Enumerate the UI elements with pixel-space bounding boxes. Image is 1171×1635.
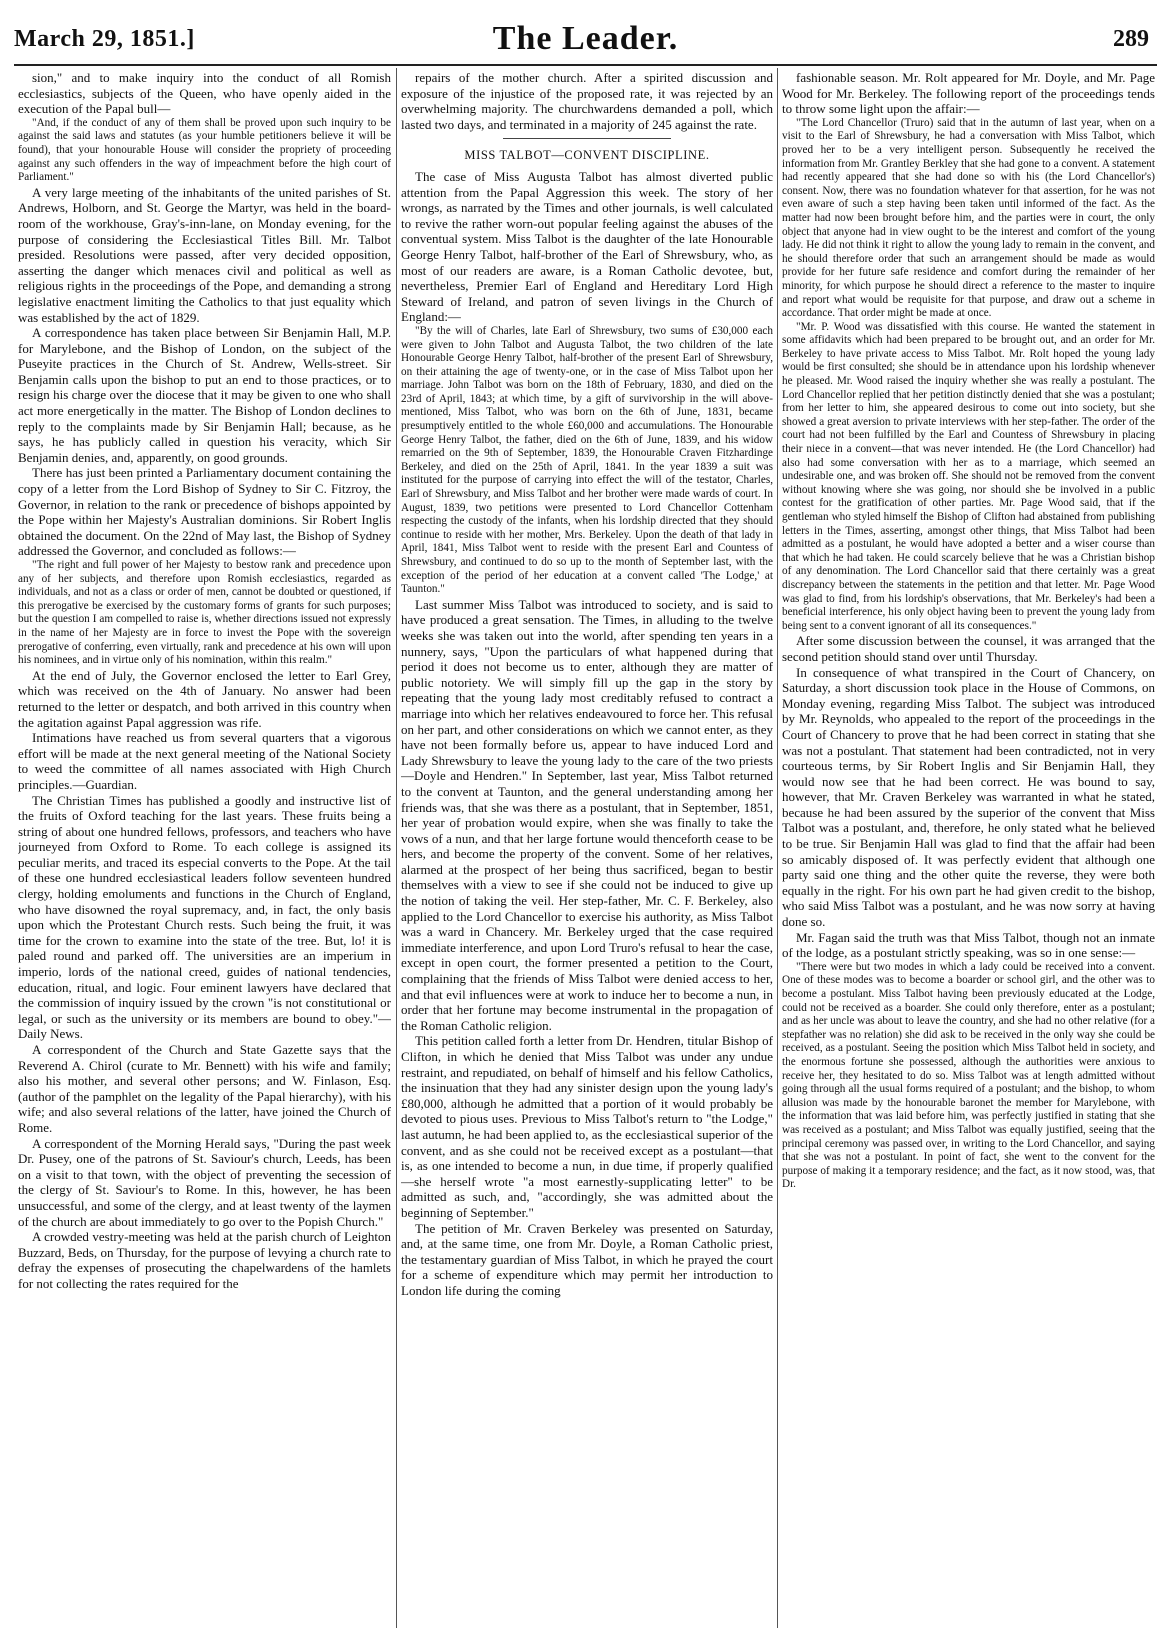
article-heading: MISS TALBOT—CONVENT DISCIPLINE.: [464, 148, 710, 163]
article-paragraph: The Christian Times has published a goodly and instructive list of the fruits of Oxford teaching for the last years. These fruits being a string of about one hundred fellows, professors, and teachers who have journeyed from Oxford to Rome. To each college is assigned its peculiar merits, and traced its especial converts to the Pope. At the tail of these one hundred ecclesiastical leaders follow seventeen hundred clergy, holding emoluments and functions in the Church of England, who have disowned the royal supremacy, and, in fact, the only basis upon which the Protestant Church rests. Such being the fruit, it was time for the crown to examine into the state of the tree. But, lo! it is paled round and parked off. The universities are an imperium in imperio, lords of the national creed, guides of national tendencies, education, ritual, and logic. Four eminent lawyers have declared that the commission of inquiry issued by the crown "is not constitutional or legal, or such as the university or its members are bound to obey."—Daily News.: [18, 792, 391, 1042]
page-header: [14, 20, 1157, 64]
quoted-paragraph: "By the will of Charles, late Earl of Shrewsbury, two sums of £30,000 each were given to John Talbot and Augusta Talbot, the two children of the late Honourable George Henry Talbot, half-brother of the present Earl of Shrewsbury, on their attaining the age of twenty-one, or in the case of Miss Talbot upon her marriage. John Talbot was born on the 18th of February, 1830, and died on the 23rd of April, 1843; at which time, by a gift of survivorship in the will above-mentioned, Miss Talbot, who was born on the 6th of June, 1831, became presumptively entitled to the whole £60,000 and accumulations. The Honourable George Henry Talbot, the father, died on the 6th of June, 1839, and his widow remarried on the 9th of September, 1839, the Honourable Craven Fitzhardinge Berkeley, and died on the 25th of April, 1841. In the year 1839 a suit was instituted for the purpose of carrying into effect the will of the testator, Charles, Earl of Shrewsbury, and Miss Talbot and her brother were made wards of court. In August, 1839, two petitions were presented to Lord Chancellor Cottenham respecting the custody of the infants, when his lordship directed that they should continue to reside with her mother, Mrs. Berkeley. Upon the death of that lady in April, 1841, Miss Talbot went to reside with the present Earl and Countess of Shrewsbury, and continued to do so up to the month of September last, with the exception of the period of her education at a convent called 'The Lodge,' at Taunton.": [401, 324, 773, 596]
article-paragraph: A crowded vestry-meeting was held at the parish church of Leighton Buzzard, Beds, on Thursday, for the purpose of levying a church rate to defray the expenses of prosecuting the chapelwardens of the hamlets for not collecting the rates required for the: [18, 1229, 391, 1291]
newspaper-title: The Leader.: [492, 20, 679, 57]
column-divider: [396, 68, 397, 1628]
article-paragraph: fashionable season. Mr. Rolt appeared for Mr. Doyle, and Mr. Page Wood for Mr. Berkeley. The following report of the proceedings tends to throw some light upon the affair:—: [782, 70, 1155, 117]
page-number: 289: [1113, 26, 1149, 52]
header-rule: [14, 64, 1157, 66]
article-paragraph: The petition of Mr. Craven Berkeley was presented on Saturday, and, at the same time, one from Mr. Doyle, a Roman Catholic priest, the testamentary guardian of Miss Talbot, in which he prayed the court for a scheme of expenditure which may permit her introduction to London life during the coming: [401, 1220, 773, 1298]
article-paragraph: At the end of July, the Governor enclosed the letter to Earl Grey, which was received on the 4th of January. No answer had been returned to the letter or despatch, and both arrived in this country when the agitation against Papal aggression was rife.: [18, 667, 391, 730]
column-2: [401, 70, 773, 1625]
article-paragraph: This petition called forth a letter from Dr. Hendren, titular Bishop of Clifton, in which he denied that Miss Talbot was under any undue restraint, and repudiated, on behalf of himself and his fellow Catholics, the insinuation that they had any sinister design upon the young lady's £80,000, although he admitted that a portion of it would probably be devoted to pious uses. Previous to Miss Talbot's return to "the Lodge," last autumn, he had been applied to, as the ecclesiastical superior of the convent, and as she could not be received except as a postulant—that is, as one intended to become a nun, in due time, if properly qualified—she herself wrote "a most earnestly-supplicating letter" to be admitted as such, and, "accordingly, she was admitted about the beginning of September.": [401, 1033, 773, 1220]
quoted-paragraph: "Mr. P. Wood was dissatisfied with this course. He wanted the statement in some affidavits which had been prepared to be brought out, and an order for Mr. Berkeley to have private access to Miss Talbot. Mr. Rolt hoped the young lady would be first consulted; she should be in attendance upon his lordship whenever he pleased. Mr. Wood raised the inquiry whether she was really a postulant. The Lord Chancellor replied that her petition distinctly denied that she was a postulant; from her letter to him, she appeared desirous to come out into society, but she showed a great aversion to private interviews with her step-father. The order of the court had not been fulfilled by the Earl and Countess of Shrewsbury in placing their niece in a convent—that was never intended. He (the Lord Chancellor) had also had some conversation with her as to a marriage, which seemed an undesirable one, and was broken off. She should not be removed from the convent without knowing where she was going, nor should she be involved in a public contest for the gratification of other parties. Mr. Page Wood said, that if the gentleman who styled himself the Bishop of Clifton had abstained from publishing letters in the Times, asserting, amongst other things, that Miss Talbot had been admitted as a postulant, he would have adopted a better and a wiser course than that which he had taken. He could scarcely believe that he was a Christian bishop of any denomination. The Lord Chancellor said that there certainly was a great discrepancy between the statements in the petition and that letter. Mr. Page Wood was glad to find, from his lordship's observations, that Mr. Berkeley's had been a beneficial interference, his only object having been to prevent the young lady from being sent to a convent ignorant of all its consequences.": [782, 320, 1155, 632]
article-paragraph: repairs of the mother church. After a spirited discussion and exposure of the injustice of the proposed rate, it was rejected by an overwhelming majority. The churchwardens demanded a poll, which lasted two days, and terminated in a majority of 245 against the rate.: [401, 70, 773, 132]
issue-date: March 29, 1851.]: [14, 26, 195, 52]
article-paragraph: Intimations have reached us from several quarters that a vigorous effort will be made at the next general meeting of the National Society to weed the committee of all names associated with High Church principles.—Guardian.: [18, 730, 391, 792]
article-paragraph: Last summer Miss Talbot was introduced to society, and is said to have produced a great sensation. The Times, in alluding to the twelve weeks she was taken out into the world, after spending ten years in a nunnery, says, "Upon the particulars of what happened during that period it does not become us to enter, although they are matter of public notoriety. We will simply fill up the gap in the story by repeating that the young lady most creditably refused to contract a marriage into which her relatives endeavoured to force her. This refusal on her part, and other considerations on which we cannot enter, as they have not been formally before us, appear to have induced Lord and Lady Shrewsbury to leave the young lady to the care of the two priests—Doyle and Hendren." In September, last year, Miss Talbot returned to the convent at Taunton, and the general understanding among her friends was, that she was there as a postulant, that in September, 1851, her year of probation would expire, when she was finally to take the vows of a nun, and that her large fortune would thenceforth cease to be hers, and become the property of the convent. Some of her relatives, alarmed at the prospect of her being thus sacrificed, began to bestir themselves with a view to see if she could not be induced to give up the notion of taking the veil. Her step-father, Mr. C. F. Berkeley, also applied to the Lord Chancellor to exercise his authority, as Miss Talbot was a ward in Chancery. Mr. Berkeley urged that the case required immediate interference, and upon Lord Truro's refusal to hear the case, except in open court, the former presented a petition to the Court, complaining that the friends of Miss Talbot were denied access to her, and that evil influences were at work to induce her to become a nun, in order that her fortune may become instrumental in the propagation of the Roman Catholic religion.: [401, 596, 773, 1033]
section-separator: [503, 138, 670, 139]
article-paragraph: sion," and to make inquiry into the conduct of all Romish ecclesiastics, subjects of the Queen, who have openly aided in the execution of the Papal bull—: [18, 70, 391, 117]
article-paragraph: Mr. Fagan said the truth was that Miss Talbot, though not an inmate of the lodge, as a postulant strictly speaking, was so in one sense:—: [782, 929, 1155, 961]
column-1: [18, 70, 391, 1625]
article-paragraph: The case of Miss Augusta Talbot has almost diverted public attention from the Papal Aggression this week. The story of her wrongs, as narrated by the Times and other journals, is well calculated to revive the rather worn-out popular feeling against the abuses of the conventual system. Miss Talbot is the daughter of the late Honourable George Henry Talbot, half-brother of the Earl of Shrewsbury, who, as most of our readers are aware, is a Roman Catholic devotee, but, nevertheless, Premier Earl of England and Hereditary Lord High Steward of Ireland, and patron of seven livings in the Church of England:—: [401, 168, 773, 325]
quoted-paragraph: "And, if the conduct of any of them shall be proved upon such inquiry to be against the said laws and statutes (as your humble petitioners believe it will be found), that your honourable House will consider the propriety of proceeding against any such offenders in the way of impeachment before the high court of Parliament.": [18, 116, 391, 184]
column-3: [782, 70, 1155, 1625]
quoted-paragraph: "The right and full power of her Majesty to bestow rank and precedence upon any of her subjects, and therefore upon Romish ecclesiastics, regarded as individuals, and not as a class or order of men, cannot be doubted or questioned, if this prerogative be exercised by the customary forms of grants for such purposes; but the question I am compelled to raise is, whether directions issued not expressly in the name of her Majesty are in force to invest the Pope with the sovereign prerogative of conferring, even virtually, rank and precedence at his own will upon his nominees, and in virtue only of his nomination, within this realm.": [18, 559, 391, 667]
quoted-paragraph: "The Lord Chancellor (Truro) said that in the autumn of last year, when on a visit to the Earl of Shrewsbury, he had a conversation with Miss Talbot, which proved her to be a very intelligent person. Subsequently he received the information from Mr. Grantley Berkley that she had gone to a convent. A statement had recently appeared that she had done so with his (the Lord Chancellor's) consent. Now, there was no foundation whatever for that assertion, for he was not even aware of such a step having been taken until informed of the fact. As the matter had now been brought before him, and the parties were in court, the only object that anyone had in view ought to be the interest and comfort of the young lady. He did not think it right to allow the young lady to remain in the convent, and he should therefore order that such an arrangement should be made as would provide for her future safe residence and comfort during the remainder of her minority, for which purpose he should direct a reference to the master to inquire and report what would be requisite for that purpose, and draw out a scheme in accordance. That order might be made at once.: [782, 116, 1155, 320]
quoted-paragraph: "There were but two modes in which a lady could be received into a convent. One of these modes was to become a boarder or school girl, and the other was to become a postulant. Miss Talbot having been previously educated at the Lodge, could not be received as a boarder. She could only therefore, enter as a postulant; and as her uncle was about to leave the country, and she had no other relative (for a stepfather was no relation) she did ask to be received in the only way she could be received, as a postulant. Seeing the position which Miss Talbot held in society, and the enormous fortune she possessed, although the authorities were anxious to receive her, they hesitated to do so. Miss Talbot was at length admitted without going through all the usual forms required of a postulant; and the bishop, to whom allusion was made by the honourable baronet the member for Marylebone, with the information that was laid before him, was perfectly justified in stating that she was received as a postulant; and Miss Talbot was equally justified, seeing that the principal ceremony was passed over, in writing to the Lord Chancellor, and saying that she was not a postulant. In point of fact, she went to the convent for the purpose of making it a temporary residence; and the fact, as it now stood, was, that Dr.: [782, 960, 1155, 1191]
article-paragraph: A correspondent of the Church and State Gazette says that the Reverend A. Chirol (curate to Mr. Bennett) with his wife and family; also his mother, and several other persons; and W. Finlason, Esq. (author of the pamphlet on the legality of the Papal hierarchy), with his wife; and also several relations of the latter, have joined the Church of Rome.: [18, 1042, 391, 1135]
article-paragraph: There has just been printed a Parliamentary document containing the copy of a letter from the Lord Bishop of Sydney to Sir C. Fitzroy, the Governor, in relation to the rank or precedence of bishops appointed by the Pope within her Majesty's Australian dominions. Sir Robert Inglis obtained the document. On the 22nd of May last, the Bishop of Sydney addressed the Governor, and concluded as follows:—: [18, 465, 391, 559]
column-divider: [777, 68, 778, 1628]
article-paragraph: A correspondent of the Morning Herald says, "During the past week Dr. Pusey, one of the patrons of St. Saviour's church, Leeds, has been on a visit to that town, with the object of preventing the secession of the clergy of St. Saviour's to Rome. In this, however, he has been unsuccessful, and some of the clergy, and at least twenty of the laymen of the church are about immediately to go over to the Popish Church.": [18, 1135, 391, 1229]
article-paragraph: A correspondence has taken place between Sir Benjamin Hall, M.P. for Marylebone, and the Bishop of London, on the subject of the Puseyite practices in the Church of St. Andrew, Wells-street. Sir Benjamin calls upon the bishop to put an end to those practices, or to resign his charge over the diocese that it may be given to one who shall act more energetically in the matter. The Bishop of London declines to reply to the complaints made by Sir Benjamin Hall; because, as he says, he has publicly called in question his veracity, which Sir Benjamin denies, and, apparently, on good grounds.: [18, 325, 391, 465]
article-paragraph: In consequence of what transpired in the Court of Chancery, on Saturday, a short discussion took place in the House of Commons, on Monday evening, regarding Miss Talbot. The subject was introduced by Mr. Reynolds, who appealed to the report of the proceedings in the Court of Chancery to prove that he had been correct in stating that she was not a postulant. That statement had been contradicted, not in very courteous terms, by Sir Robert Inglis and Sir Benjamin Hall, they would now see that he had been correct. He was bound to say, however, that Mr. Craven Berkeley was warranted in what he stated, because he had been assured by the superior of the convent that Miss Talbot was a postulant, and, therefore, he only stated what he believed to be true. Sir Benjamin Hall was glad to find that the affair had been so amicably disposed of. It was perfectly evident that although one party said one thing and the other quite the reverse, they were both equally in the right. For his own part he had given credit to the bishop, who said Miss Talbot was a postulant, and he was now sorry at having done so.: [782, 664, 1155, 930]
article-paragraph: After some discussion between the counsel, it was arranged that the second petition should stand over until Thursday.: [782, 633, 1155, 664]
article-paragraph: A very large meeting of the inhabitants of the united parishes of St. Andrews, Holborn, and St. George the Martyr, was held in the board-room of the workhouse, Gray's-inn-lane, on Monday evening, for the purpose of considering the Ecclesiastical Titles Bill. Mr. Talbot presided. Resolutions were passed, after very decided opposition, asserting the danger which menaces civil and political as well as religious rights in the proceedings of the Pope, and demanding a strong legislative enactment limiting the Catholics to that just equality which was established by the act of 1829.: [18, 184, 391, 325]
